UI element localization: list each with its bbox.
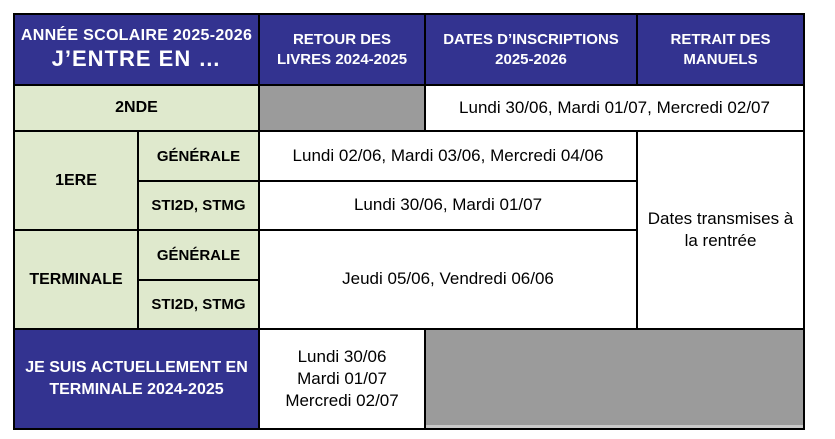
inscription-schedule-table bbox=[13, 13, 805, 430]
dates-premiere-techno: Lundi 30/06, Mardi 01/07 bbox=[259, 181, 637, 230]
bottom-retour-dates-cell bbox=[259, 329, 425, 429]
bottom-label-line2: TERMINALE 2024-2025 bbox=[49, 381, 224, 398]
header-annee-line1: ANNÉE SCOLAIRE 2025-2026 bbox=[20, 27, 253, 45]
retrait-note-cell: Dates transmises à la rentrée bbox=[637, 131, 804, 329]
bottom-retour-date-2: Mardi 01/07 bbox=[297, 368, 387, 388]
dates-premiere-generale: Lundi 02/06, Mardi 03/06, Mercredi 04/06 bbox=[259, 131, 637, 181]
level-cell-premiere: 1ERE bbox=[14, 131, 138, 230]
header-retrait-line2: MANUELS bbox=[683, 50, 758, 68]
header-cell-retrait-manuels bbox=[637, 14, 804, 85]
bottom-retour-date-1: Lundi 30/06 bbox=[297, 346, 387, 366]
dates-terminale: Jeudi 05/06, Vendredi 06/06 bbox=[259, 230, 637, 329]
track-cell-terminale-techno: STI2D, STMG bbox=[138, 280, 259, 329]
header-retour-line1: RETOUR DES bbox=[292, 31, 392, 48]
inscriptions-dates-seconde: Lundi 30/06, Mardi 01/07, Mercredi 02/07 bbox=[425, 85, 804, 131]
header-cell-annee-scolaire bbox=[14, 14, 259, 85]
row-seconde bbox=[14, 85, 804, 131]
track-cell-premiere-generale: GÉNÉRALE bbox=[138, 131, 259, 181]
header-retrait-line1: RETRAIT DES bbox=[670, 31, 771, 48]
level-cell-terminale: TERMINALE bbox=[14, 230, 138, 329]
header-cell-retour-livres bbox=[259, 14, 425, 85]
header-retour-line2: LIVRES 2024-2025 bbox=[276, 50, 408, 68]
row-premiere-generale bbox=[14, 131, 804, 181]
bottom-label-line1: JE SUIS ACTUELLEMENT EN bbox=[25, 359, 248, 377]
header-cell-dates-inscriptions bbox=[425, 14, 637, 85]
retour-empty-cell-seconde bbox=[259, 85, 425, 131]
row-terminale-actuelle bbox=[14, 329, 804, 429]
level-cell-seconde: 2NDE bbox=[14, 85, 259, 131]
header-annee-line2: J’ENTRE EN … bbox=[51, 46, 222, 72]
header-inscriptions-line2: 2025-2026 bbox=[495, 50, 567, 68]
bottom-label-cell bbox=[14, 329, 259, 429]
header-inscriptions-line1: DATES D’INSCRIPTIONS bbox=[443, 31, 619, 48]
bottom-retour-date-3: Mercredi 02/07 bbox=[285, 391, 399, 411]
header-row bbox=[14, 14, 804, 85]
track-cell-terminale-generale: GÉNÉRALE bbox=[138, 230, 259, 280]
bottom-empty-cell bbox=[425, 329, 804, 429]
track-cell-premiere-techno: STI2D, STMG bbox=[138, 181, 259, 230]
